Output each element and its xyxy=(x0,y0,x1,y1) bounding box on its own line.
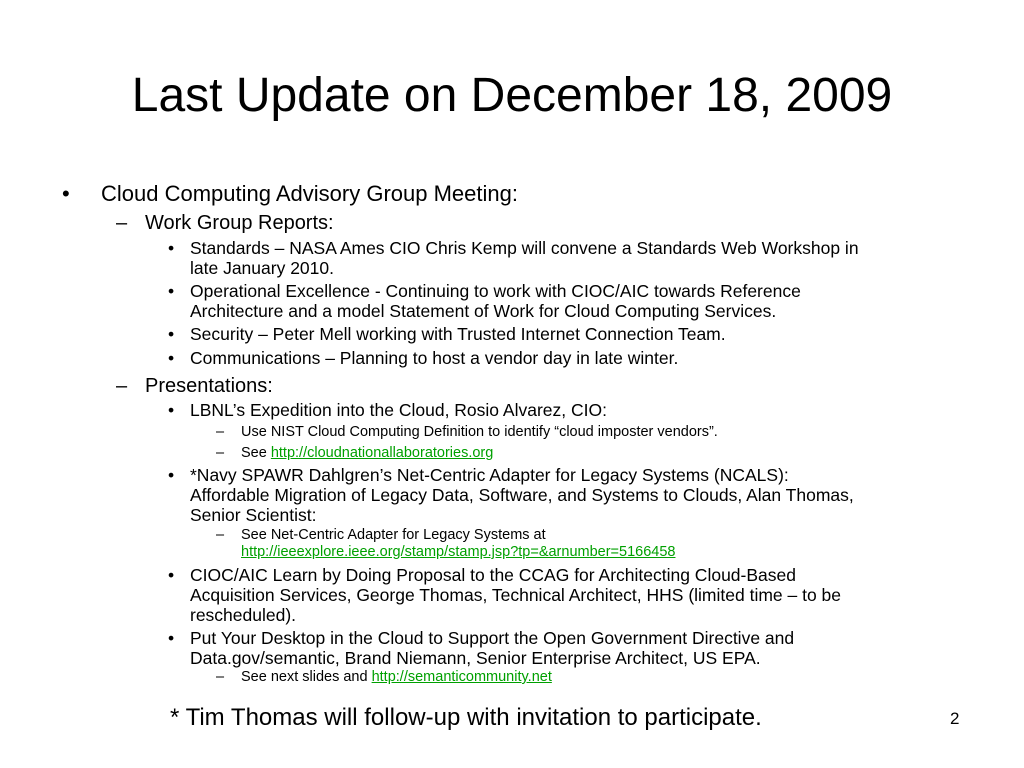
bullet-icon: • xyxy=(168,465,175,485)
navy-subitem-line2 xyxy=(241,544,675,561)
semanticommunity-link[interactable]: http://semanticommunity.net xyxy=(371,669,552,685)
lbnl-subitem-see xyxy=(241,445,493,462)
ieeexplore-link[interactable]: http://ieeexplore.ieee.org/stamp/stamp.jsp?tp=&arnumber=5166458 xyxy=(241,544,676,560)
communications-item: Communications – Planning to host a vendor day in late winter. xyxy=(190,348,679,368)
bullet-icon: • xyxy=(168,238,175,258)
lbnl-see-prefix: See xyxy=(241,445,271,461)
standards-item-line1: Standards – NASA Ames CIO Chris Kemp will convene a Standards Web Workshop in xyxy=(190,238,859,258)
dash-icon: – xyxy=(116,375,128,397)
cioc-item-line1: CIOC/AIC Learn by Doing Proposal to the CCAG for Architecting Cloud-Based xyxy=(190,565,796,585)
bullet-icon: • xyxy=(168,348,175,368)
lbnl-item: LBNL’s Expedition into the Cloud, Rosio Alvarez, CIO: xyxy=(190,400,607,420)
page-number: 2 xyxy=(950,709,960,728)
operational-item-line2: Architecture and a model Statement of Work for Cloud Computing Services. xyxy=(190,301,777,321)
security-item: Security – Peter Mell working with Trusted Internet Connection Team. xyxy=(190,324,726,344)
bullet-icon: • xyxy=(168,324,175,344)
work-group-reports-heading: Work Group Reports: xyxy=(145,212,334,234)
desktop-subitem xyxy=(241,669,552,686)
navy-subitem-line1: See Net-Centric Adapter for Legacy Systems at xyxy=(241,527,546,543)
dash-icon: – xyxy=(216,445,225,461)
meeting-heading: Cloud Computing Advisory Group Meeting: xyxy=(101,181,518,206)
navy-item-line3: Senior Scientist: xyxy=(190,505,317,525)
dash-icon: – xyxy=(216,669,225,685)
slide-title: Last Update on December 18, 2009 xyxy=(131,69,893,122)
bullet-icon: • xyxy=(168,565,175,585)
bullet-icon: • xyxy=(168,281,175,301)
dash-icon: – xyxy=(216,527,225,543)
bullet-icon: • xyxy=(62,181,70,206)
navy-item-line1: *Navy SPAWR Dahlgren’s Net-Centric Adapter for Legacy Systems (NCALS): xyxy=(190,465,789,485)
operational-item-line1: Operational Excellence - Continuing to work with CIOC/AIC towards Reference xyxy=(190,281,801,301)
lbnl-subitem-nist: Use NIST Cloud Computing Definition to identify “cloud imposter vendors”. xyxy=(241,424,718,440)
bullet-icon: • xyxy=(168,628,175,648)
desktop-item-line1: Put Your Desktop in the Cloud to Support the Open Government Directive and xyxy=(190,628,795,648)
dash-icon: – xyxy=(116,212,128,234)
standards-item-line2: late January 2010. xyxy=(190,258,334,278)
cioc-item-line2: Acquisition Services, George Thomas, Technical Architect, HHS (limited time – to be xyxy=(190,585,842,605)
dash-icon: – xyxy=(216,424,225,440)
desktop-item-line2: Data.gov/semantic, Brand Niemann, Senior Enterprise Architect, US EPA. xyxy=(190,648,761,668)
cioc-item-line3: rescheduled). xyxy=(190,605,297,625)
bullet-icon: • xyxy=(168,400,175,420)
footnote: * Tim Thomas will follow-up with invitation to participate. xyxy=(170,704,762,731)
navy-item-line2: Affordable Migration of Legacy Data, Software, and Systems to Clouds, Alan Thomas, xyxy=(190,485,854,505)
desktop-see-prefix: See next slides and xyxy=(241,669,372,685)
presentations-heading: Presentations: xyxy=(145,375,273,397)
cloudnationallaboratories-link[interactable]: http://cloudnationallaboratories.org xyxy=(270,445,494,461)
